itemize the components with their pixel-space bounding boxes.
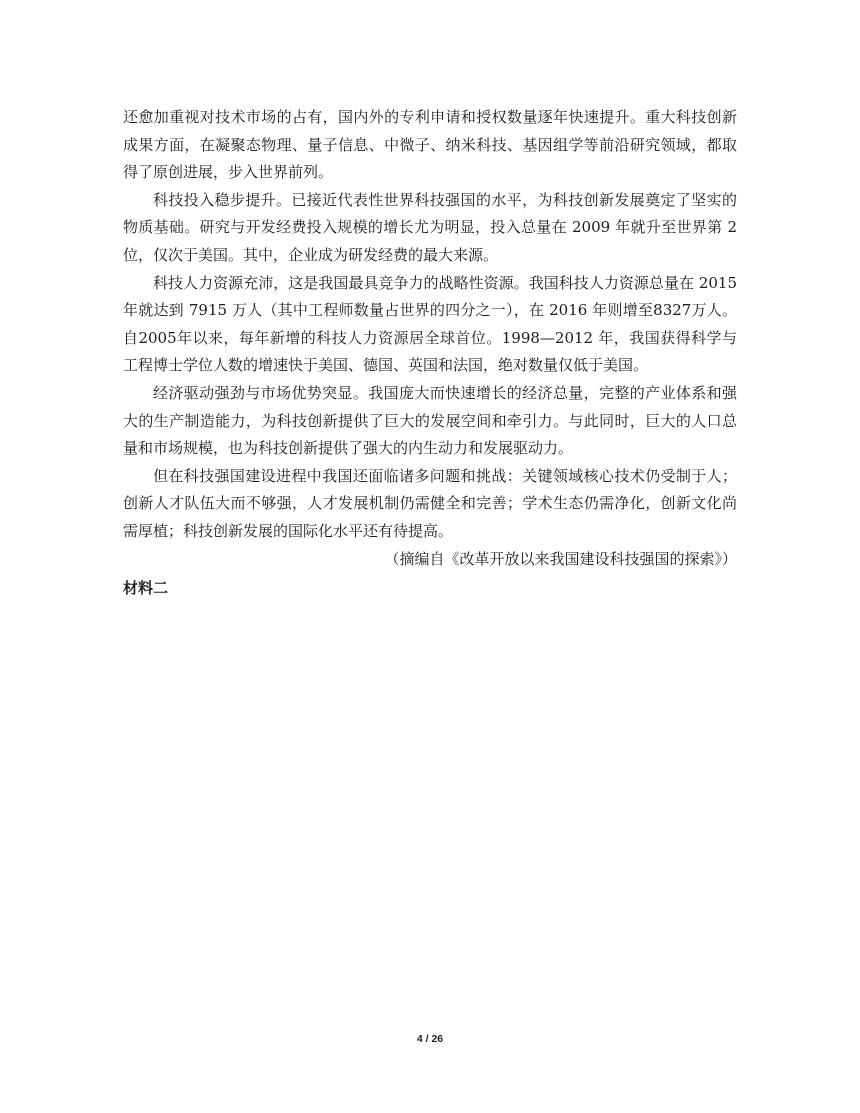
page-number: 4 / 26 [416,1033,444,1045]
paragraph-continuation: 还愈加重视对技术市场的占有，国内外的专利申请和授权数量逐年快速提升。重大科技创新成果方面，在凝聚态物理、量子信息、中微子、纳米科技、基因组学等前沿研究领域，都取得了原创进展，步入世界前列。 [123,108,737,182]
paragraph-tech-investment: 科技投入稳步提升。已接近代表性世界科技强国的水平，为科技创新发展奠定了坚实的物质基础。研究与开发经费投入规模的增长尤为明显，投入总量在 2009 年就升至世界第 2 位，仅次于美国。其中，企业成为研发经费的最大来源。 [123,190,737,264]
paragraph-economic-drive: 经济驱动强劲与市场优势突显。我国庞大而快速增长的经济总量，完整的产业体系和强大的生产制造能力，为科技创新提供了巨大的发展空间和牵引力。与此同时，巨大的人口总量和市场规模，也为科技创新提供了强大的内生动力和发展驱动力。 [123,383,737,458]
section-heading: 材料二 [123,579,169,598]
paragraph-human-resources: 科技人力资源充沛，这是我国最具竞争力的战略性资源。我国科技人力资源总量在 2015 年就达到 7915 万人（其中工程师数量占世界的四分之一），在 2016 年则增至8327万人。自2005年以来，每年新增的科技人力资源居全球首位。1998—2012 年，我国获得科学与工程博士学位人数的增速快于美国、德国、英国和法国，绝对数量仅低于美国。 [123,273,737,375]
source-citation: （摘编自《改革开放以来我国建设科技强国的探索》） [384,549,737,568]
paragraph-challenges: 但在科技强国建设进程中我国还面临诸多问题和挑战：关键领域核心技术仍受制于人；创新人才队伍大而不够强，人才发展机制仍需健全和完善；学术生态仍需净化，创新文化尚需厚植；科技创新发展的国际化水平还有待提高。 [123,466,737,540]
document-body [123,104,737,603]
